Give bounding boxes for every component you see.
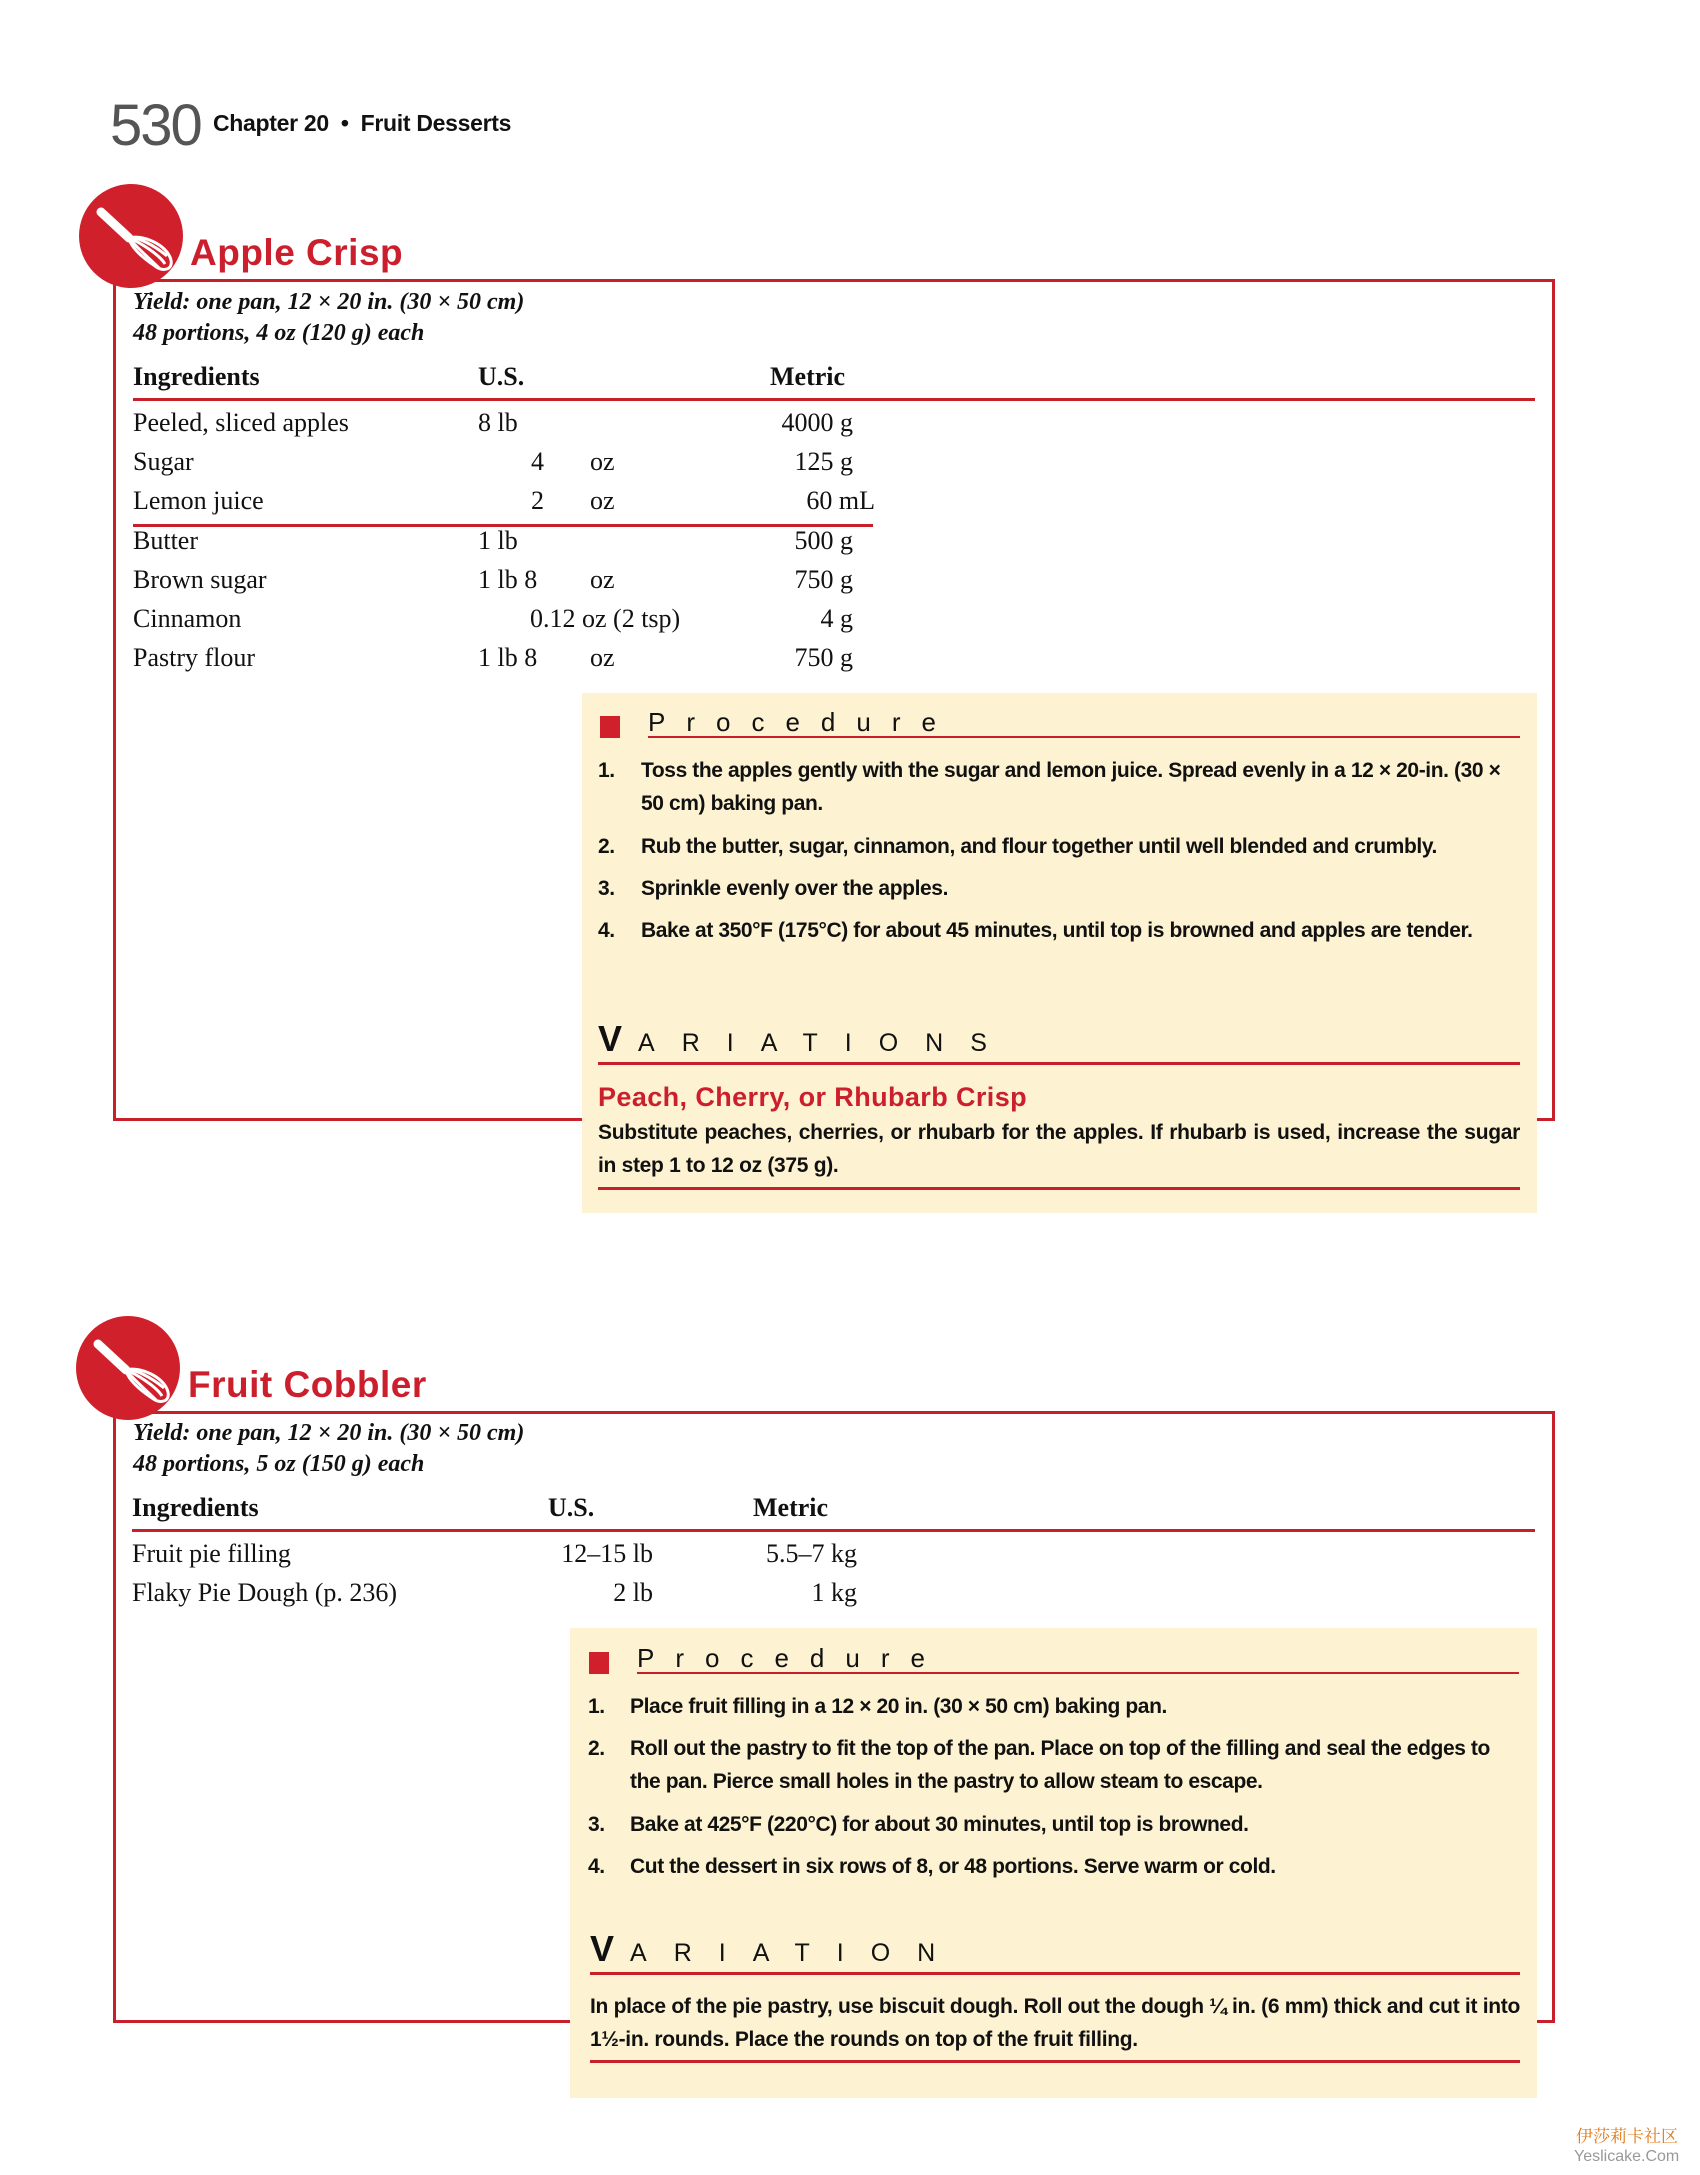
ingredient-us: 2 (531, 486, 544, 515)
step-number: 1. (598, 759, 615, 782)
col-head-metric: Metric (753, 1493, 829, 1522)
step-text: Cut the dessert in six rows of 8, or 48 portions. Serve warm or cold. (630, 1855, 1276, 1878)
variations-rule (598, 1062, 1520, 1065)
ingredient-metric: 4 g (820, 604, 853, 633)
running-head (213, 110, 511, 137)
variation-text: In place of the pie pastry, use biscuit dough. Roll out the dough ¼ in. (6 mm) thick and cut it into 1½-in. rounds. Place the rounds on top of the fruit filling. (590, 1995, 1520, 2051)
procedure-heading: Procedure (637, 1643, 946, 1673)
whisk-badge-icon (76, 1316, 180, 1420)
step-number: 1. (588, 1695, 605, 1718)
ingredient-unit: oz (590, 643, 615, 672)
col-head-ingredients: Ingredients (133, 362, 260, 391)
ingredient-metric: 5.5–7 kg (766, 1539, 857, 1568)
whisk-badge-icon (79, 184, 183, 288)
ingredient-unit: oz (590, 447, 615, 476)
ingredient-us: 2 lb (613, 1578, 653, 1607)
ingredient-name: Sugar (133, 447, 194, 476)
ingredient-us: 0.12 oz (2 tsp) (530, 604, 681, 633)
ingredient-us: 8 lb (478, 408, 518, 437)
variation-rest: ARIATION (630, 1939, 963, 1967)
ingredient-metric: 60 mL (806, 486, 875, 515)
ingredient-name: Pastry flour (133, 643, 256, 672)
step-text: Roll out the pastry to fit the top of the pan. Place on top of the filling and seal the edges to the pan. Pierce small holes in the pastry to allow steam to escape. (630, 1737, 1490, 1793)
ingredient-us: 12–15 lb (561, 1539, 653, 1568)
ingredient-us: 1 lb (478, 526, 518, 555)
step-text: Sprinkle evenly over the apples. (641, 877, 948, 900)
procedure-heading: Procedure (648, 707, 957, 737)
ingredient-metric: 1 kg (811, 1578, 857, 1607)
step-text: Place fruit filling in a 12 × 20 in. (30 × 50 cm) baking pan. (630, 1695, 1167, 1718)
procedure-marker (600, 716, 620, 738)
ingredient-name: Cinnamon (133, 604, 242, 633)
step-number: 2. (588, 1737, 605, 1760)
step-text: Rub the butter, sugar, cinnamon, and flour together until well blended and crumbly. (641, 835, 1437, 858)
step-text: Bake at 350°F (175°C) for about 45 minutes, until top is browned and apples are tender. (641, 919, 1473, 942)
variation-end-rule (598, 1187, 1520, 1190)
variations-initial: V (598, 1018, 623, 1059)
recipe-title-fruit-cobbler: Fruit Cobbler (188, 1364, 433, 1406)
ingredient-name: Fruit pie filling (132, 1539, 291, 1568)
variation-text: Substitute peaches, cherries, or rhubarb for the apples. If rhubarb is used, increase the sugar in step 1 to 12 oz (375 g). (598, 1121, 1520, 1177)
step-number: 3. (598, 877, 615, 900)
variations-rest: ARIATIONS (638, 1029, 1014, 1057)
ingredient-metric: 125 g (794, 447, 853, 476)
variation-initial: V (590, 1928, 615, 1969)
yield-line-1: Yield: one pan, 12 × 20 in. (30 × 50 cm) (133, 1420, 525, 1446)
col-head-ingredients: Ingredients (132, 1493, 259, 1522)
step-number: 4. (588, 1855, 605, 1878)
ingredient-name: Brown sugar (133, 565, 267, 594)
col-head-metric: Metric (770, 362, 846, 391)
watermark-chinese: 伊莎莉卡社区 (1576, 2127, 1678, 2147)
page-number: 530 (110, 93, 201, 158)
watermark-url: Yeslicake.Com (1574, 2148, 1680, 2165)
col-head-us: U.S. (478, 362, 525, 391)
procedure-rule (648, 736, 1520, 738)
ingredient-name: Flaky Pie Dough (p. 236) (132, 1578, 398, 1607)
step-number: 3. (588, 1813, 605, 1836)
ingredient-unit: oz (590, 565, 615, 594)
yield-line-1: Yield: one pan, 12 × 20 in. (30 × 50 cm) (133, 289, 525, 315)
step-text: Bake at 425°F (220°C) for about 30 minutes, until top is browned. (630, 1813, 1249, 1836)
ingredient-metric: 500 g (794, 526, 853, 555)
variation-title: Peach, Cherry, or Rhubarb Crisp (598, 1082, 1028, 1112)
ingredient-name: Peeled, sliced apples (133, 408, 349, 437)
ingredient-us: 1 lb 8 (478, 565, 538, 594)
chapter-label: Chapter 20 (213, 110, 329, 136)
header-rule (132, 1529, 1535, 1532)
ingredient-name: Butter (133, 526, 198, 555)
step-number: 2. (598, 835, 615, 858)
ingredient-metric: 750 g (794, 565, 853, 594)
procedure-marker (589, 1652, 609, 1674)
ingredient-us: 4 (531, 447, 544, 476)
ingredient-name: Lemon juice (133, 486, 264, 515)
ingredient-metric: 4000 g (781, 408, 853, 437)
ingredient-unit: oz (590, 486, 615, 515)
step-text: Toss the apples gently with the sugar and lemon juice. Spread evenly in a 12 × 20-in. (30 × 50 cm) baking pan. (641, 759, 1501, 815)
variation-rule (590, 1972, 1520, 1975)
variation-heading (590, 1928, 962, 1970)
section-label: Fruit Desserts (360, 110, 512, 136)
procedure-rule (637, 1672, 1519, 1674)
separator-dot: • (340, 110, 349, 136)
yield-line-2: 48 portions, 5 oz (150 g) each (133, 1451, 425, 1477)
variation-end-rule (590, 2060, 1520, 2063)
variations-heading (598, 1018, 1014, 1060)
step-number: 4. (598, 919, 615, 942)
recipe-title-apple-crisp: Apple Crisp (190, 232, 409, 274)
col-head-us: U.S. (548, 1493, 595, 1522)
ingredient-us: 1 lb 8 (478, 643, 538, 672)
header-rule (133, 398, 1535, 401)
ingredient-metric: 750 g (794, 643, 853, 672)
yield-line-2: 48 portions, 4 oz (120 g) each (133, 320, 425, 346)
